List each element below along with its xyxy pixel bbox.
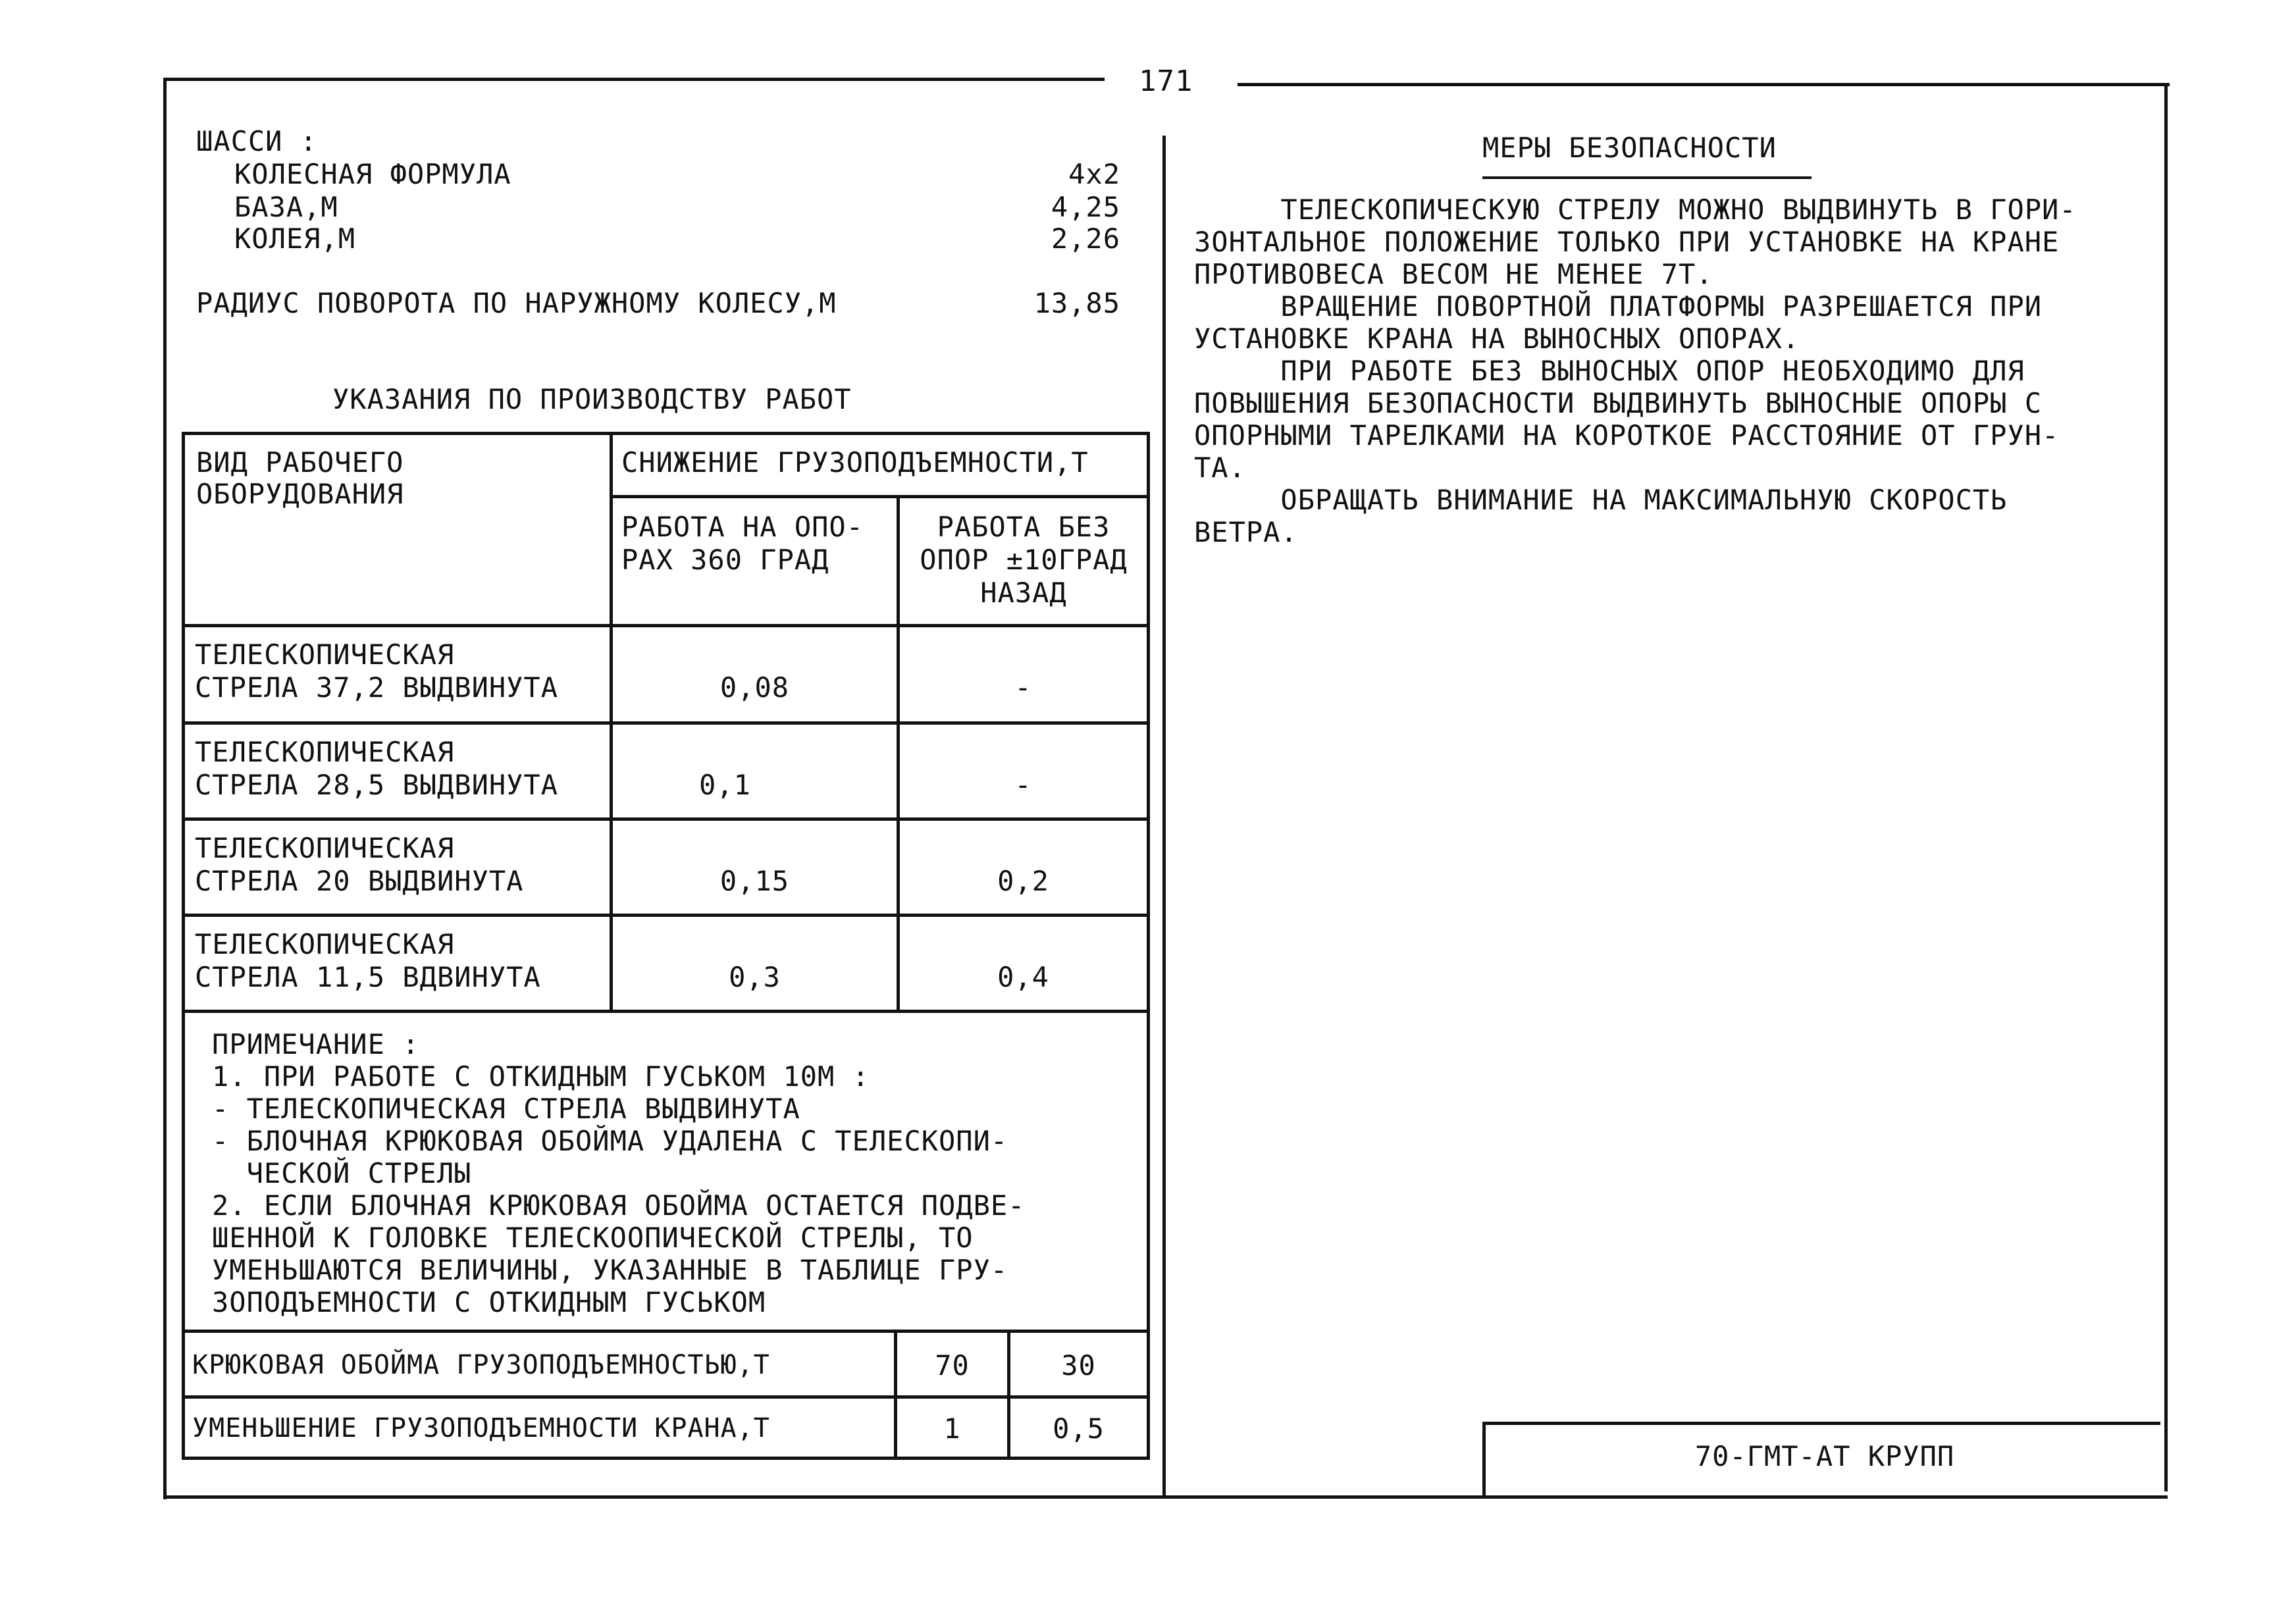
table-border <box>182 1330 1149 1333</box>
row-without-outriggers: - <box>1014 671 1032 704</box>
table-border <box>610 495 1149 498</box>
row-without-outriggers: - <box>1014 769 1032 801</box>
table-border <box>182 1457 1149 1460</box>
frame-divider <box>1162 136 1166 1497</box>
row-equipment: ТЕЛЕСКОПИЧЕСКАЯ <box>195 638 455 671</box>
safety-line: ТА. <box>1194 452 1246 484</box>
row-equipment: ТЕЛЕСКОПИЧЕСКАЯ <box>195 736 455 768</box>
note-line: ЧЕСКОЙ СТРЕЛЫ <box>212 1157 472 1189</box>
note-line: 2. ЕСЛИ БЛОЧНАЯ КРЮКОВАЯ ОБОЙМА ОСТАЕТСЯ ПОДВЕ- <box>212 1189 1026 1222</box>
safety-line: ПОВЫШЕНИЯ БЕЗОПАСНОСТИ ВЫДВИНУТЬ ВЫНОСНЫЕ ОПОРЫ С <box>1194 387 2043 419</box>
table-border <box>182 432 185 1460</box>
note-line: 1. ПРИ РАБОТЕ С ОТКИДНЫМ ГУСЬКОМ 10М : <box>212 1060 870 1093</box>
safety-line: ВРАЩЕНИЕ ПОВОРТНОЙ ПЛАТФОРМЫ РАЗРЕШАЕТСЯ ПРИ <box>1194 290 2043 323</box>
note-line: ПРИМЕЧАНИЕ : <box>212 1028 420 1060</box>
note-line: - ТЕЛЕСКОПИЧЕСКАЯ СТРЕЛА ВЫДВИНУТА <box>212 1093 800 1125</box>
safety-line: ТЕЛЕСКОПИЧЕСКУЮ СТРЕЛУ МОЖНО ВЫДВИНУТЬ В ГОРИ- <box>1194 194 2077 226</box>
table-border <box>182 817 1149 821</box>
spec-value: 2,26 <box>1051 222 1120 255</box>
safety-title: МЕРЫ БЕЗОПАСНОСТИ <box>1482 132 1777 164</box>
header-equipment: ОБОРУДОВАНИЯ <box>196 478 404 510</box>
header-reduction: СНИЖЕНИЕ ГРУЗОПОДЪЕМНОСТИ,Т <box>621 446 1089 479</box>
header-no-outriggers: РАБОТА БЕЗ <box>937 511 1110 543</box>
safety-line: ПРИ РАБОТЕ БЕЗ ВЫНОСНЫХ ОПОР НЕОБХОДИМО ДЛЯ <box>1194 355 2025 387</box>
safety-line: УСТАНОВКЕ КРАНА НА ВЫНОСНЫХ ОПОРАХ. <box>1194 323 1800 355</box>
table-border <box>182 432 1149 435</box>
safety-line: ПРОТИВОВЕСА ВЕСОМ НЕ МЕНЕЕ 7Т. <box>1194 258 1713 290</box>
frame-top-right <box>1238 83 2170 86</box>
title-block-text: 70-ГМТ-АТ КРУПП <box>1694 1440 1955 1472</box>
spec-value: 4x2 <box>1068 158 1120 190</box>
header-with-outriggers: РАБОТА НА ОПО- <box>621 511 864 543</box>
frame-right <box>2164 83 2168 1491</box>
note-line: УМЕНЬШАЮТСЯ ВЕЛИЧИНЫ, УКАЗАННЫЕ В ТАБЛИЦЕ ГРУ- <box>212 1254 1008 1286</box>
spec-label: КОЛЕСНАЯ ФОРМУЛА <box>234 158 511 190</box>
frame-left <box>163 78 167 1499</box>
reduction-row-value: 1 <box>943 1412 961 1445</box>
safety-line: ЗОНТАЛЬНОЕ ПОЛОЖЕНИЕ ТОЛЬКО ПРИ УСТАНОВКЕ НА КРАНЕ <box>1194 226 2060 258</box>
note-line: - БЛОЧНАЯ КРЮКОВАЯ ОБОЙМА УДАЛЕНА С ТЕЛЕСКОПИ- <box>212 1125 1008 1157</box>
row-with-outriggers: 0,08 <box>719 671 790 704</box>
hook-row-label: КРЮКОВАЯ ОБОЙМА ГРУЗОПОДЪЕМНОСТЬЮ,Т <box>192 1350 770 1380</box>
spec-label: БАЗА,М <box>234 191 338 223</box>
spec-value: 4,25 <box>1051 191 1120 223</box>
row-without-outriggers: 0,2 <box>997 865 1049 897</box>
row-without-outriggers: 0,4 <box>997 961 1049 993</box>
row-equipment: СТРЕЛА 28,5 ВЫДВИНУТА <box>195 769 559 801</box>
work-instructions-title: УКАЗАНИЯ ПО ПРОИЗВОДСТВУ РАБОТ <box>332 383 852 415</box>
safety-line: ВЕТРА. <box>1194 516 1298 548</box>
spec-label: КОЛЕЯ,М <box>234 222 356 255</box>
hook-row-value: 30 <box>1061 1349 1096 1382</box>
header-no-outriggers: НАЗАД <box>980 577 1067 609</box>
table-border <box>182 1010 1149 1013</box>
note-line: ЗОПОДЪЕМНОСТИ С ОТКИДНЫМ ГУСЬКОМ <box>212 1286 766 1318</box>
turn-radius-value: 13,85 <box>1033 287 1120 319</box>
table-border <box>182 624 1149 627</box>
row-equipment: СТРЕЛА 37,2 ВЫДВИНУТА <box>195 671 559 704</box>
safety-line: ОБРАЩАТЬ ВНИМАНИЕ НА МАКСИМАЛЬНУЮ СКОРОСТЬ <box>1194 484 2008 516</box>
table-border <box>182 1395 1149 1399</box>
row-equipment: ТЕЛЕСКОПИЧЕСКАЯ <box>195 832 455 864</box>
row-equipment: ТЕЛЕСКОПИЧЕСКАЯ <box>195 928 455 960</box>
table-border <box>182 914 1149 917</box>
title-block-border <box>1482 1422 2160 1425</box>
hook-row-value: 70 <box>935 1349 970 1382</box>
row-with-outriggers: 0,15 <box>719 865 790 897</box>
frame-top-left <box>163 78 1105 81</box>
reduction-row-value: 0,5 <box>1053 1412 1105 1445</box>
header-no-outriggers: ОПОР ±10ГРАД <box>920 544 1128 576</box>
chassis-label: ШАССИ : <box>196 125 318 157</box>
note-line: ШЕННОЙ К ГОЛОВКЕ ТЕЛЕСКООПИЧЕСКОЙ СТРЕЛЫ, ТО <box>212 1222 974 1254</box>
row-with-outriggers: 0,3 <box>729 961 781 993</box>
table-border <box>1147 432 1150 1460</box>
safety-title-underline <box>1482 176 1812 179</box>
header-equipment: ВИД РАБОЧЕГО <box>196 446 404 479</box>
header-with-outriggers: РАХ 360 ГРАД <box>621 544 829 576</box>
safety-line: ОПОРНЫМИ ТАРЕЛКАМИ НА КОРОТКОЕ РАССТОЯНИЕ ОТ ГРУН- <box>1194 419 2060 452</box>
reduction-row-label: УМЕНЬШЕНИЕ ГРУЗОПОДЪЕМНОСТИ КРАНА,Т <box>192 1413 770 1443</box>
table-border <box>182 721 1149 725</box>
row-equipment: СТРЕЛА 11,5 ВДВИНУТА <box>195 961 541 993</box>
table-border <box>897 495 900 1011</box>
page-number: 171 <box>1139 65 1193 98</box>
turn-radius-label: РАДИУС ПОВОРОТА ПО НАРУЖНОМУ КОЛЕСУ,М <box>196 287 837 319</box>
row-equipment: СТРЕЛА 20 ВЫДВИНУТА <box>195 865 524 897</box>
row-with-outriggers: 0,1 <box>699 769 751 801</box>
